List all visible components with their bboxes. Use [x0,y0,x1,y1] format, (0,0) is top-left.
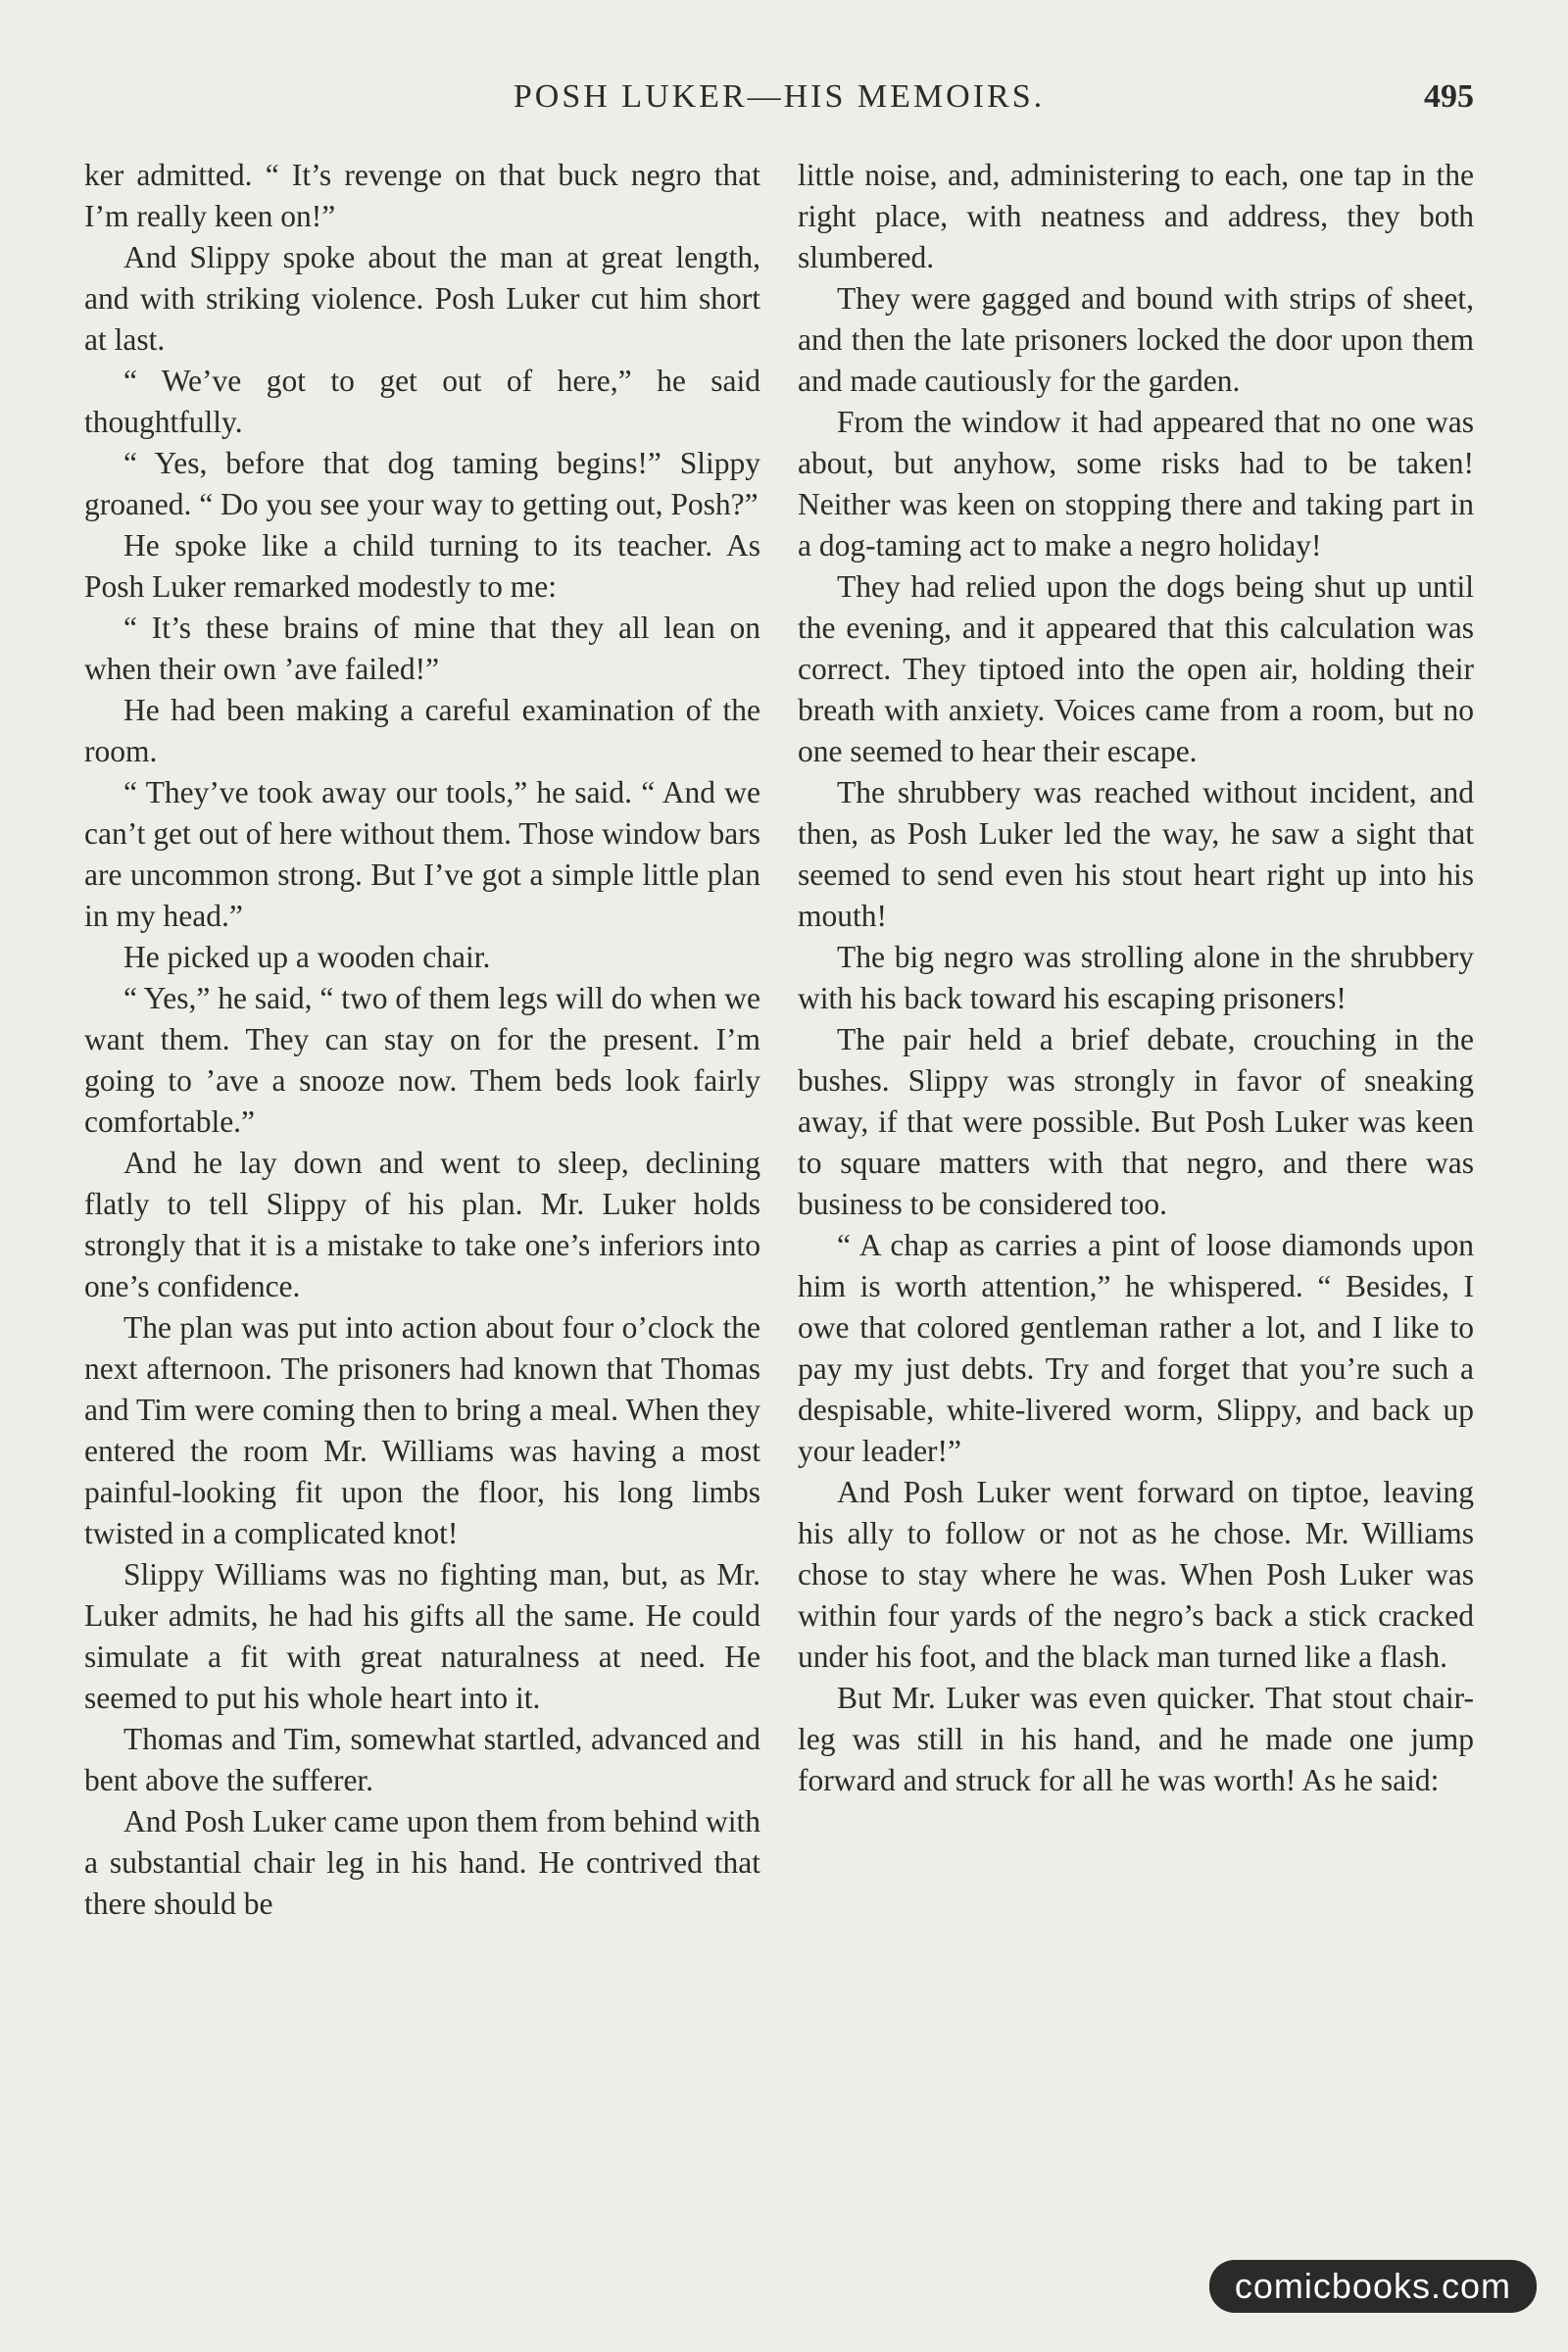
paragraph: Thomas and Tim, somewhat startled, advanced and bent above the sufferer. [84,1722,760,1797]
paragraph: little noise, and, administering to each, one tap in the right place, with neatness and address, they both slumbered. [798,158,1474,274]
paragraph: The plan was put into action about four o’clock the next afternoon. The prisoners had known that Thomas and Tim were coming then to bring a meal. When they entered the room Mr. Williams was having a most painful-looking fit upon the floor, his long limbs twisted in a complicated knot! [84,1310,760,1550]
paragraph: “ We’ve got to get out of here,” he said thoughtfully. [84,364,760,439]
paragraph: The pair held a brief debate, crouching in the bushes. Slippy was strongly in favor of sneaking away, if that were possible. But Posh Luker was keen to square matters with that negro, and there was business to be considered too. [798,1022,1474,1221]
paragraph: The big negro was strolling alone in the shrubbery with his back toward his escaping prisoners! [798,940,1474,1015]
paragraph: They were gagged and bound with strips of sheet, and then the late prisoners locked the door upon them and made cautiously for the garden. [798,281,1474,398]
page-header [84,78,1474,127]
paragraph: Slippy Williams was no fighting man, but, as Mr. Luker admits, he had his gifts all the same. He could simulate a fit with great naturalness at need. He seemed to put his whole heart into it. [84,1557,760,1715]
paragraph: From the window it had appeared that no one was about, but anyhow, some risks had to be taken! Neither was keen on stopping there and taking part in a dog-taming act to make a negro holiday! [798,405,1474,563]
paragraph: And he lay down and went to sleep, declining flatly to tell Slippy of his plan. Mr. Luker holds strongly that it is a mistake to take one’s inferiors into one’s confidence. [84,1146,760,1303]
paragraph: The shrubbery was reached without incident, and then, as Posh Luker led the way, he saw a sight that seemed to send even his stout heart right up into his mouth! [798,775,1474,933]
page-number: 495 [1424,78,1474,115]
site-watermark: comicbooks.com [1209,2260,1537,2313]
paragraph: They had relied upon the dogs being shut up until the evening, and it appeared that this calculation was correct. They tiptoed into the open air, holding their breath with anxiety. Voices came from a room, but no one seemed to hear their escape. [798,569,1474,768]
paragraph: He had been making a careful examination of the room. [84,693,760,768]
running-title: POSH LUKER—HIS MEMOIRS. [513,78,1046,115]
paragraph: ker admitted. “ It’s revenge on that buck negro that I’m really keen on!” [84,158,760,233]
paragraph: “ Yes, before that dog taming begins!” Slippy groaned. “ Do you see your way to getting out, Posh?” [84,446,760,521]
paragraph: But Mr. Luker was even quicker. That stout chair-leg was still in his hand, and he made one jump forward and struck for all he was worth! As he said: [798,1681,1474,1797]
paragraph: And Slippy spoke about the man at great length, and with striking violence. Posh Luker cut him short at last. [84,240,760,357]
paragraph: He spoke like a child turning to its teacher. As Posh Luker remarked modestly to me: [84,528,760,604]
paragraph: “ A chap as carries a pint of loose diamonds upon him is worth attention,” he whispered. “ Besides, I owe that colored gentleman rather a lot, and I like to pay my just debts. Try and forget that you’re such a despisable, white-livered worm, Slippy, and back up your leader!” [798,1228,1474,1468]
paragraph: “ It’s these brains of mine that they all lean on when their own ’ave failed!” [84,611,760,686]
paragraph: He picked up a wooden chair. [123,940,491,974]
paragraph: “ They’ve took away our tools,” he said. “ And we can’t get out of here without them. Those window bars are uncommon strong. But I’ve got a simple little plan in my head.” [84,775,760,933]
right-column [798,155,1474,1925]
text-columns [84,155,1474,1925]
paragraph: And Posh Luker came upon them from behind with a substantial chair leg in his hand. He contrived that there should be [84,1804,760,1921]
paragraph: And Posh Luker went forward on tiptoe, leaving his ally to follow or not as he chose. Mr. Williams chose to stay where he was. When Posh Luker was within four yards of the negro’s back a stick cracked under his foot, and the black man turned like a flash. [798,1475,1474,1674]
paragraph: “ Yes,” he said, “ two of them legs will do when we want them. They can stay on for the present. I’m going to ’ave a snooze now. Them beds look fairly comfortable.” [84,981,761,1139]
left-column [84,155,760,1925]
